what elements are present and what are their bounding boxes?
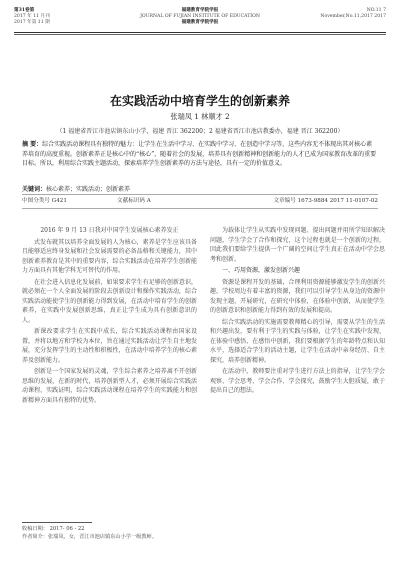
issue-number: 2017 年第 11 期: [14, 20, 50, 25]
footnote: [22, 525, 197, 541]
body-paragraph: 资源是课程开发的基础，合理利用资源能够激发学生的创新兴趣，学校周边有着丰富的资源，我们可以引导学生从身边的资源中发现主题，开展研究，在研究中体验，在体验中创新，从而使学生的创新意识和创新能力得到有效的发展和提高。: [210, 278, 385, 314]
left-column: [22, 226, 197, 407]
article-title: 在实践活动中培育学生的创新素养: [109, 94, 290, 108]
volume-label: 第31卷第: [14, 8, 35, 13]
meta-divider-bottom: [22, 208, 378, 209]
body-paragraph: 新课改要求学生在实践中成长，综合实践活动课程由国家设置，并将以地方和学校为本位，旨在通过实践活动让学生自主地发展，充分发挥学生的主动性和积极性，在活动中培养学生的核心素养及创新能力。: [22, 328, 197, 364]
body-paragraph: 在活动中，教师要注重对学生进行方法上的指导，让学生学会观察、学会思考、学会合作、学会探究，鼓励学生大胆质疑，敢于提出自己的想法。: [210, 368, 385, 394]
body-paragraph: 2016 年 9 月 13 日我对中国学生发展核心素养发正: [40, 227, 179, 234]
journal-name-cn: 福建教育学院学报: [181, 8, 219, 13]
abstract-label: 摘 要：: [22, 141, 43, 148]
abstract-text: 综合实践活动课程具有独特的魅力：让学生在生活中学习、在实践中学习、在创造中学习等，这些内容无不体现出其对核心素养培育的高度重视。创新素养正是核心中的“核心”，随着社会的发展，培养具有创新精神和创新能力的人才已成为国家教育改革的重要目标。所以，利用综合实践主题活动，探索培养学生创新素养的方法与途径，具有一定的价值意义。: [22, 141, 377, 167]
issue-date-en: November,No.11,2017 2017: [320, 14, 386, 19]
body-paragraph: 在社会进入信息化发展前，如果要求学生有足够的创新意识，就必须在一个人全面发展的阶段去创新设计和操作实践活动，综合实践活动能使学生的创新能力得到发展，在活动中培育学生的创新素养，在实践中发展创新思维，真正让学生成为具有创新意识的人。: [22, 278, 197, 324]
received-date: 收稿日期： 2017- 06 - 22: [22, 526, 85, 532]
keywords: [22, 184, 378, 193]
header-rule: [14, 32, 386, 33]
author-bio: 作者简介：张瑞凤，女，晋江市池店镇东山小学一级教师。: [22, 534, 157, 540]
section-heading: 一、巧用资源，激发创新兴趣: [222, 267, 301, 274]
article-number: 文章编号 1673-9884 2017 11-0107-02: [273, 198, 378, 204]
issue-month: 2017 年 11 月刊: [14, 14, 50, 19]
journal-name-cn-2: 福建教育学院学报: [181, 20, 219, 25]
authors: 张瑞凤 1 林顺才 2: [170, 112, 230, 121]
right-column: [210, 226, 385, 398]
affiliation: （1 福建省晋江市池店镇东山小学，福建 晋江 362200；2 福建省晋江市池店教委办，福建 晋江 362200）: [56, 128, 344, 135]
clc-number: 中图分类号 G421: [22, 198, 67, 204]
keywords-label: 关键词：: [22, 186, 47, 193]
running-header: [14, 8, 386, 32]
body-paragraph: 创新是一个国家发展的灵魂，学生综合素养之培养离不开创新思维的发展，在新的时代，培养创新型人才，必须开展综合实践活动课程，实践证明，综合实践活动课程在培养学生的实践能力和创新精神方面具有独特的优势。: [22, 368, 197, 404]
body-paragraph: 式发布就其以培养全面发展的人为核心，素养是学生应该具备且能够适应终身发展和社会发展需要的必备品格和关键能力，其中创新素养教育是其中的重要内容，综合实践活动在培养学生创新能力方面具有其他学科无可替代的作用。: [22, 238, 197, 274]
footnote-rule: [22, 522, 92, 523]
journal-name-en: JOURNAL OF FUJIAN INSTITUTE OF EDUCATION: [140, 14, 260, 19]
abstract: [22, 140, 378, 169]
meta-divider: [22, 194, 378, 195]
header-rule-thin: [14, 34, 386, 35]
keywords-text: 核心素养；实践活动；创新素养: [46, 186, 131, 193]
issue-code: NO.11 7: [366, 8, 386, 13]
body-paragraph: 综合实践活动的实施需要教师精心的引导，需要从学生的生活和兴趣出发，要有利于学生的实践与体验，让学生在实践中发现、在体验中感悟、在感悟中创新，我们要根据学生的年龄特点和认知水平，选择适合学生的活动主题，让学生在活动中亲身经历、自主探究，培养创新精神。: [210, 318, 385, 364]
body-paragraph: 为载体让学生从实践中发现问题、提出问题并用所学知识解决问题，学生学会了合作和探究，这个过程也就是一个创新的过程，因此我们要给学生提供一个广阔的空间让学生真正在活动中学会思考和创新。: [210, 227, 385, 263]
header-right: [320, 8, 386, 20]
article-meta: [22, 196, 378, 206]
document-code: 文献标识码 A: [117, 198, 151, 204]
